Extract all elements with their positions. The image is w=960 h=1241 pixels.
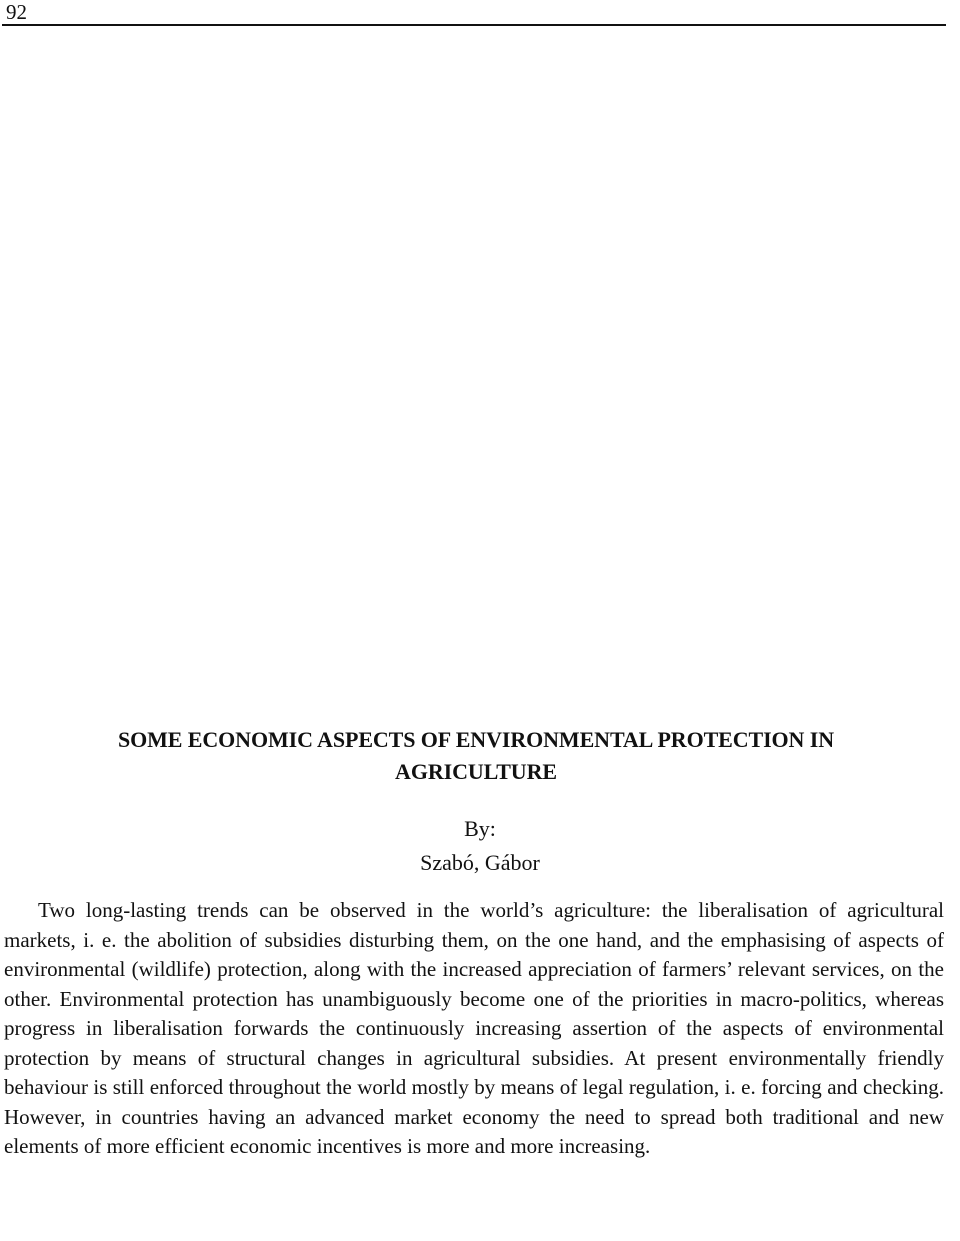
article-title-line-2: AGRICULTURE [395,759,557,784]
header-rule [2,24,946,26]
article-title [0,724,952,788]
by-label: By: [464,816,496,841]
article-title-line-1: SOME ECONOMIC ASPECTS OF ENVIRONMENTAL PROTECTION IN [118,727,834,752]
abstract-paragraph: Two long-lasting trends can be observed in the world’s agriculture: the liberalisation of agricultural markets, i. e. the abolition of subsidies disturbing them, on the one hand, and the emphasising of aspects of environmental (wildlife) protection, along with the increased appreciation of farmers’ relevant services, on the other. Environmental protection has unambiguously become one of the priorities in macro-politics, whereas progress in liberalisation forwards the continuously increasing assertion of the aspects of environmental protection by means of structural changes in agricultural subsidies. At present environmentally friendly behaviour is still enforced throughout the world mostly by means of legal regulation, i. e. forcing and checking. However, in countries having an advanced market economy the need to spread both traditional and new elements of more efficient economic incentives is more and more increasing. [4,898,944,1158]
author-name: Szabó, Gábor [420,850,540,875]
page-number: 92 [6,0,27,24]
byline [0,812,960,880]
